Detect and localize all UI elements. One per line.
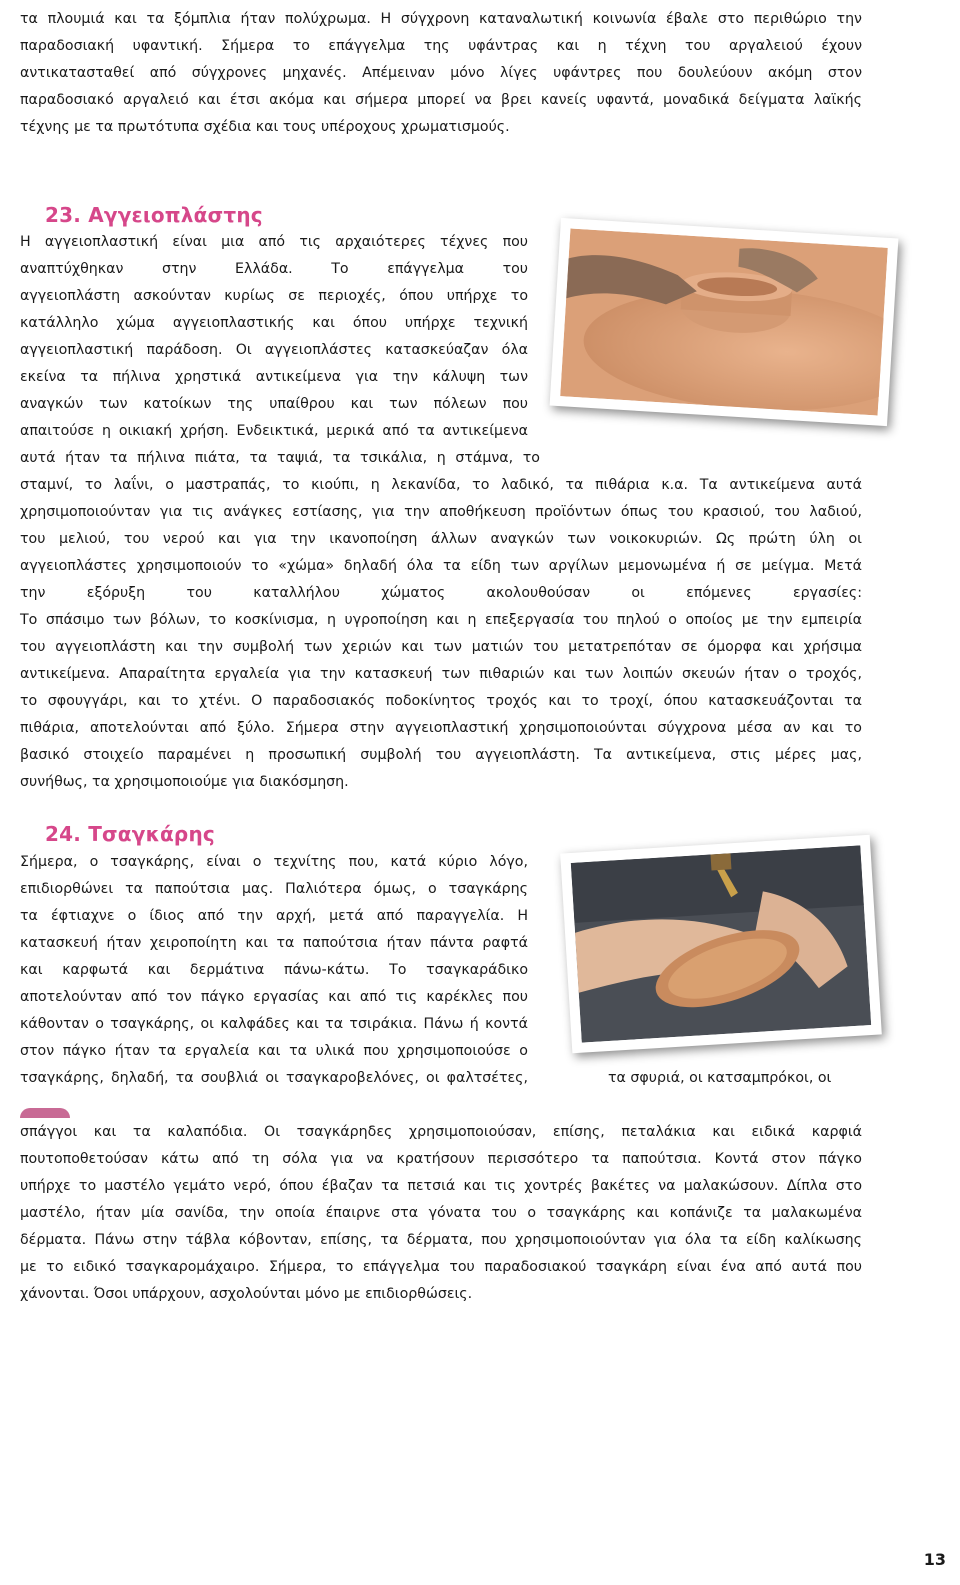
text-line: κατάλληλο χώμα αγγειοπλαστικής και όπου υπήρχε τεχνική xyxy=(20,315,528,331)
text-line: στον πάγκο ήταν τα εργαλεία και τα υλικά που χρησιμοποιούσε ο xyxy=(20,1043,528,1059)
text-line: τα έφτιαχνε ο ίδιος από την αρχή, μετά από παραγγελία. Η xyxy=(20,908,528,924)
text-line: Το σπάσιμο των βόλων, το κοσκίνισμα, η υγροποίηση και η επεξεργασία του πηλού ο οποίος με την εμπειρία xyxy=(20,612,862,628)
shoemaker-photo xyxy=(571,845,871,1042)
text-line: και καρφωτά και δερμάτινα πάνω-κάτω. Το τσαγκαράδικο xyxy=(20,962,528,978)
page-number: 13 xyxy=(923,1550,946,1569)
text-line: αυτά ήταν τα πήλινα πιάτα, τα ταψιά, τα τσικάλια, η στάμνα, το xyxy=(20,450,540,466)
text-line: με το ειδικό τσαγκαρομάχαιρο. Σήμερα, το επάγγελμα του παραδοσιακού τσαγκάρη είναι ένα από αυτά που xyxy=(20,1259,862,1275)
text-line: αποτελούνταν από τον πάγκο εργασίας και από τις καρέκλες που xyxy=(20,989,528,1005)
text-line: συνήθως, τα χρησιμοποιούμε για διακόσμηση. xyxy=(20,774,349,790)
text-line: του μελιού, του νερού και για την ικανοποίηση άλλων αναγκών των νοικοκυριών. Ως πρώτη ύλη οι xyxy=(20,531,862,547)
pottery-wheel-photo xyxy=(560,228,888,415)
text-line: αγγειοπλάστη ασκούνταν κυρίως σε περιοχές, όπου υπήρχε το xyxy=(20,288,528,304)
text-line: του αγγειοπλάστη και την συμβολή των χεριών και των ματιών του μετατρεπόταν σε όμορφα και χρήσιμα xyxy=(20,639,862,655)
text-line: τα πλουμιά και τα ξόμπλια ήταν πολύχρωμα. Η σύγχρονη καταναλωτική κοινωνία έβαλε στο περιθώριο την xyxy=(20,11,862,27)
text-line: χρησιμοποιούνταν για τις ανάγκες εστίασης, για την αποθήκευση προϊόντων όπως του κρασιού, του λαδιού, xyxy=(20,504,862,520)
text-line: παραδοσιακή υφαντική. Σήμερα το επάγγελμα της υφάντρας και η τέχνη του αργαλειού έχουν xyxy=(20,38,862,54)
text-line: τα σφυριά, οι κατσαμπρόκοι, οι xyxy=(608,1070,832,1086)
text-line: υπήρχε το μαστέλο γεμάτο νερό, όπου έβαζαν τα πετσιά και τις χοντρές βακέτες να μαλακώσουν. Δίπλα στο xyxy=(20,1178,862,1194)
text-line: μαστέλο, ήταν μία σανίδα, την οποία έπαιρνε στα γόνατα του ο τσαγκάρης και κοπάνιζε τα μαλακωμένα xyxy=(20,1205,862,1221)
text-line: πουτοποθετούσαν κάτω από τη σόλα για να κρατήσουν περισσότερο τα παπούτσια. Κοντά στον πάγκο xyxy=(20,1151,862,1167)
text-line: τσαγκάρης, δηλαδή, τα σουβλιά οι τσαγκαροβελόνες, οι φαλτσέτες, xyxy=(20,1070,528,1086)
text-line: βασικό στοιχείο παραμένει η προσωπική συμβολή του αγγειοπλάστη. Τα αντικείμενα, στις μέρες μας, xyxy=(20,747,862,763)
pottery-photo-frame xyxy=(550,218,899,426)
text-line: αγγειοπλαστική παράδοση. Οι αγγειοπλάστες κατασκεύαζαν όλα xyxy=(20,342,528,358)
text-line: εκείνα τα πήλινα χρηστικά αντικείμενα για την κάλυψη των xyxy=(20,369,528,385)
text-line: Σήμερα, ο τσαγκάρης, είναι ο τεχνίτης που, κατά κύριο λόγο, xyxy=(20,854,528,870)
text-line: Η αγγειοπλαστική είναι μια από τις αρχαιότερες τέχνες που xyxy=(20,234,528,250)
section-24-heading: 24. Τσαγκάρης xyxy=(45,822,215,846)
text-line: χάνονται. Όσοι υπάρχουν, ασχολούνται μόνο με επιδιορθώσεις. xyxy=(20,1286,473,1302)
text-line: τέχνης με τα πρωτότυπα σχέδια και τους υπέροχους χρωματισμούς. xyxy=(20,119,510,135)
text-line: πιθάρια, αποτελούνται από ξύλο. Σήμερα στην αγγειοπλαστική χρησιμοποιούνται σύγχρονα μέσα αν και το xyxy=(20,720,862,736)
text-line: αναγκών των κατοίκων της υπαίθρου και των πόλεων που xyxy=(20,396,528,412)
text-line: αντικατασταθεί από σύγχρονες μηχανές. Απέμειναν μόνο λίγες υφάντρες που δουλεύουν ακόμη στον xyxy=(20,65,862,81)
text-line: επιδιορθώνει τα παπούτσια μας. Παλιότερα όμως, ο τσαγκάρης xyxy=(20,881,528,897)
decorative-shape xyxy=(20,1108,70,1118)
text-line: κατασκευή ήταν χειροποίητη και τα παπούτσια ήταν πάντα ραφτά xyxy=(20,935,528,951)
shoemaker-photo-frame xyxy=(560,835,882,1054)
text-line: αναπτύχθηκαν στην Ελλάδα. Το επάγγελμα του xyxy=(20,261,528,277)
text-line: την εξόρυξη του καταλλήλου χώματος ακολουθούσαν οι επόμενες εργασίες: xyxy=(20,585,862,601)
text-line: το σφουγγάρι, και το χτένι. Ο παραδοσιακός ποδοκίνητος τροχός και το τροχί, όπου κατασκευάζονται τα xyxy=(20,693,862,709)
text-line: σταμνί, το λαΐνι, ο μαστραπάς, το κιούπι, η λεκανίδα, το λαδικό, τα πιθάρια κ.α. Τα αντικείμενα αυτά xyxy=(20,477,862,493)
text-line: παραδοσιακό αργαλειό και έτσι ακόμα και σήμερα μπορεί να βρει κανείς υφαντά, μοναδικά δείγματα λαϊκής xyxy=(20,92,862,108)
text-line: αγγειοπλάστες χρησιμοποιούν το «χώμα» δηλαδή όλα τα είδη των αργίλων μεμονωμένα ή σε μείγμα. Μετά xyxy=(20,558,862,574)
text-line: δέρματα. Πάνω στην τάβλα κόβονταν, επίσης, τα δέρματα, που χρησιμοποιούνταν για όλα τα είδη καλίκωσης xyxy=(20,1232,862,1248)
text-line: κάθονταν ο τσαγκάρης, οι καλφάδες και τα τσιράκια. Πάνω ή κοντά xyxy=(20,1016,528,1032)
text-line: απαιτούσε η οικιακή χρήση. Ενδεικτικά, μερικά από τα αντικείμενα xyxy=(20,423,528,439)
section-23-heading: 23. Αγγειοπλάστης xyxy=(45,203,263,227)
text-line: αντικείμενα. Απαραίτητα εργαλεία για την κατασκευή των πιθαριών και των λοιπών σκευών ήταν ο τροχός, xyxy=(20,666,862,682)
text-line: σπάγγοι και τα καλαπόδια. Οι τσαγκάρηδες χρησιμοποιούσαν, επίσης, πεταλάκια και ειδικά καρφιά xyxy=(20,1124,862,1140)
